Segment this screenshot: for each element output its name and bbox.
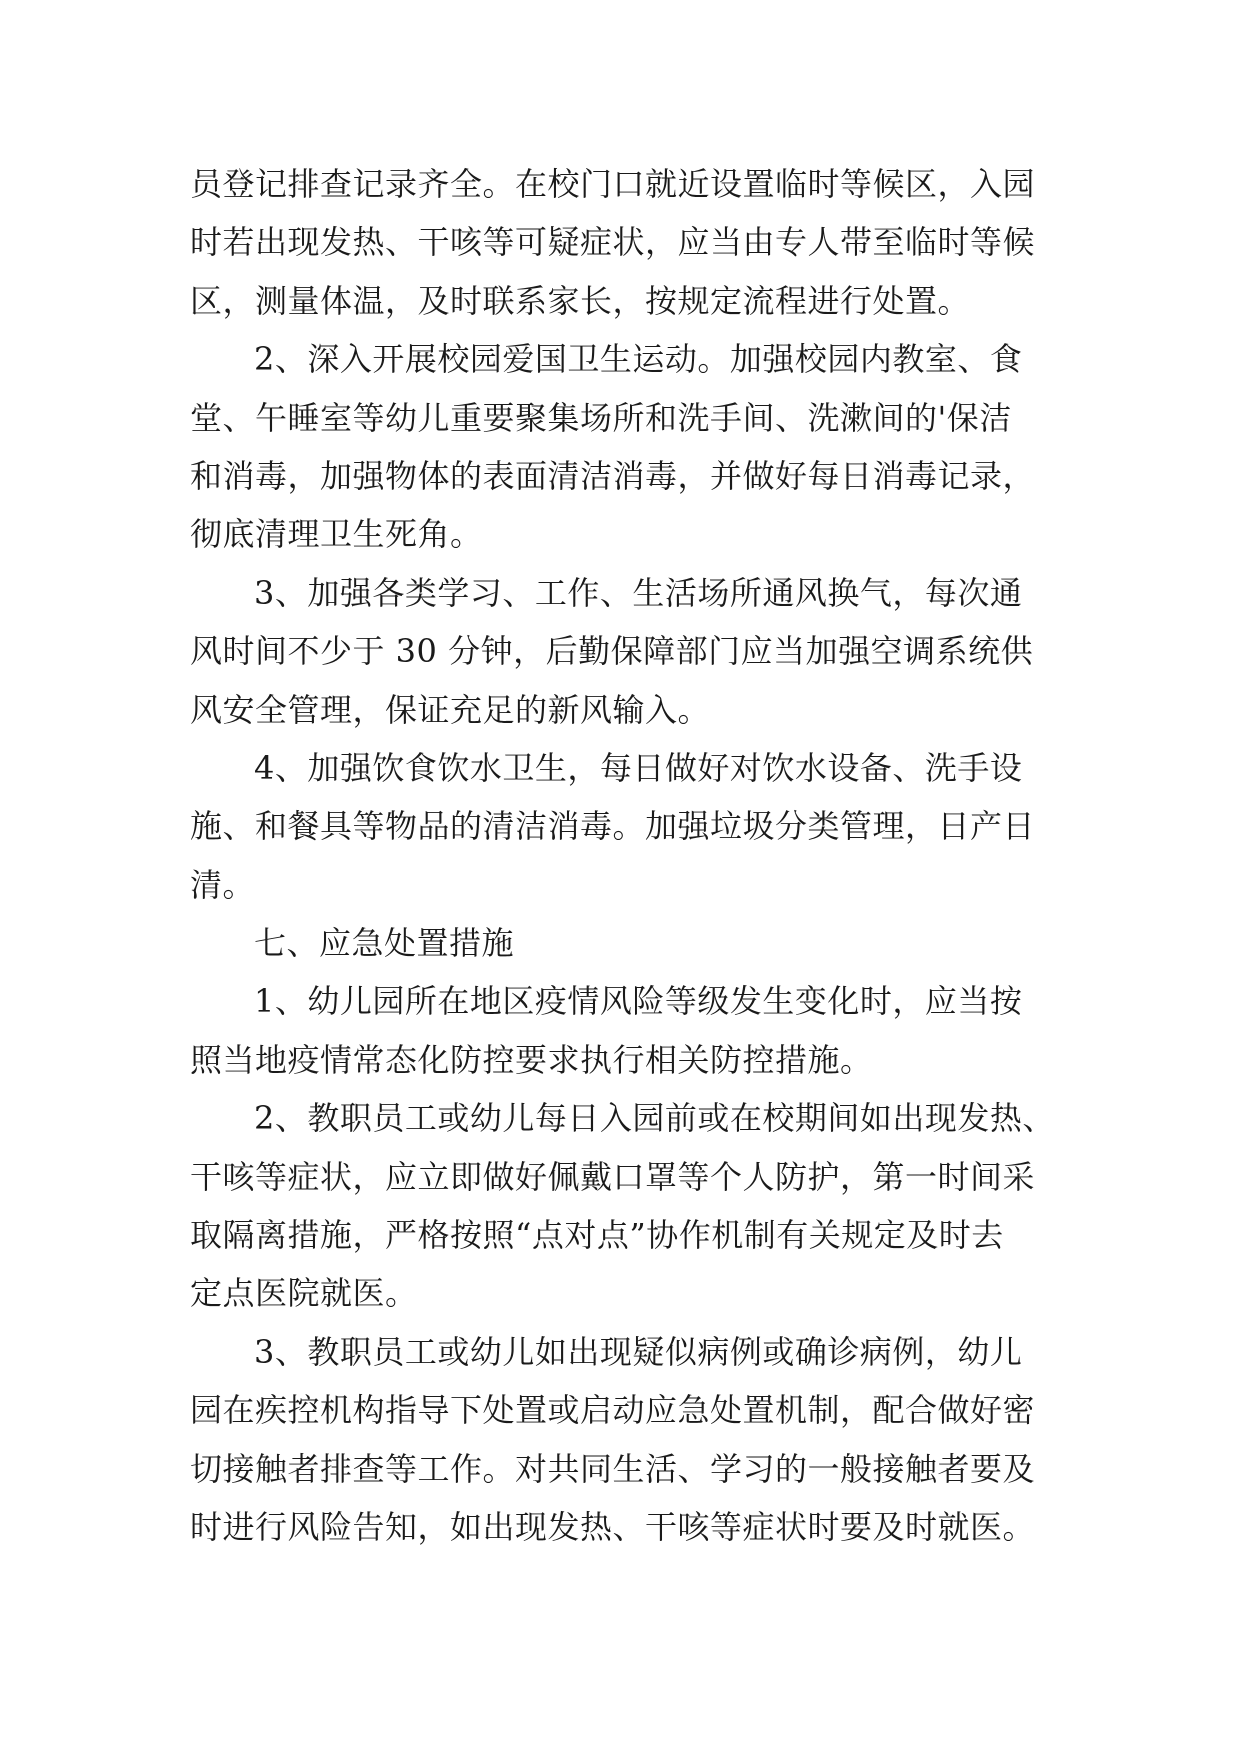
- text-line: 干咳等症状，应立即做好佩戴口罩等个人防护，第一时间采: [190, 1157, 1036, 1196]
- text-line: 员登记排查记录齐全。在校门口就近设置临时等候区，入园: [190, 165, 1036, 203]
- text-line: 时进行风险告知，如出现发热、干咳等症状时要及时就医。: [190, 1507, 1036, 1546]
- section-heading: 七、应急处置措施: [254, 924, 515, 963]
- paragraph-start-line: 1、幼儿园所在地区疫情风险等级发生变化时，应当按: [254, 982, 1023, 1021]
- text-line: 取隔离措施，严格按照“点对点”协作机制有关规定及时去: [190, 1216, 1004, 1255]
- text-line: 园在疾控机构指导下处置或启动应急处置机制，配合做好密: [190, 1391, 1036, 1430]
- text-line: 定点医院就医。: [190, 1274, 418, 1313]
- text-line: 风时间不少于 30 分钟，后勤保障部门应当加强空调系统供: [190, 632, 1034, 671]
- text-line: 施、和餐具等物品的清洁消毒。加强垃圾分类管理，日产日: [190, 807, 1036, 846]
- paragraph-start-line: 2、教职员工或幼儿每日入园前或在校期间如出现发热、: [254, 1099, 1055, 1138]
- paragraph-start-line: 3、加强各类学习、工作、生活场所通风换气，每次通: [254, 573, 1023, 612]
- paragraph-start-line: 2、深入开展校园爱国卫生运动。加强校园内教室、食: [254, 340, 1023, 379]
- paragraph-start-line: 4、加强饮食饮水卫生，每日做好对饮水设备、洗手设: [254, 748, 1023, 787]
- text-line: 彻底清理卫生死角。: [190, 515, 483, 554]
- text-line: 清。: [190, 865, 256, 904]
- text-line: 照当地疫情常态化防控要求执行相关防控措施。: [190, 1040, 873, 1079]
- paragraph-start-line: 3、教职员工或幼儿如出现疑似病例或确诊病例，幼儿: [254, 1332, 1023, 1371]
- text-line: 和消毒，加强物体的表面清洁消毒，并做好每日消毒记录，: [190, 456, 1036, 495]
- text-line: 风安全管理，保证充足的新风输入。: [190, 690, 711, 729]
- text-line: 时若出现发热、干咳等可疑症状，应当由专人带至临时等候: [190, 223, 1036, 262]
- document-body: [190, 155, 1070, 1556]
- text-line: 堂、午睡室等幼儿重要聚集场所和洗手间、洗漱间的'保洁: [190, 398, 1012, 437]
- text-line: 切接触者排查等工作。对共同生活、学习的一般接触者要及: [190, 1449, 1036, 1488]
- text-line: 区，测量体温，及时联系家长，按规定流程进行处置。: [190, 281, 971, 320]
